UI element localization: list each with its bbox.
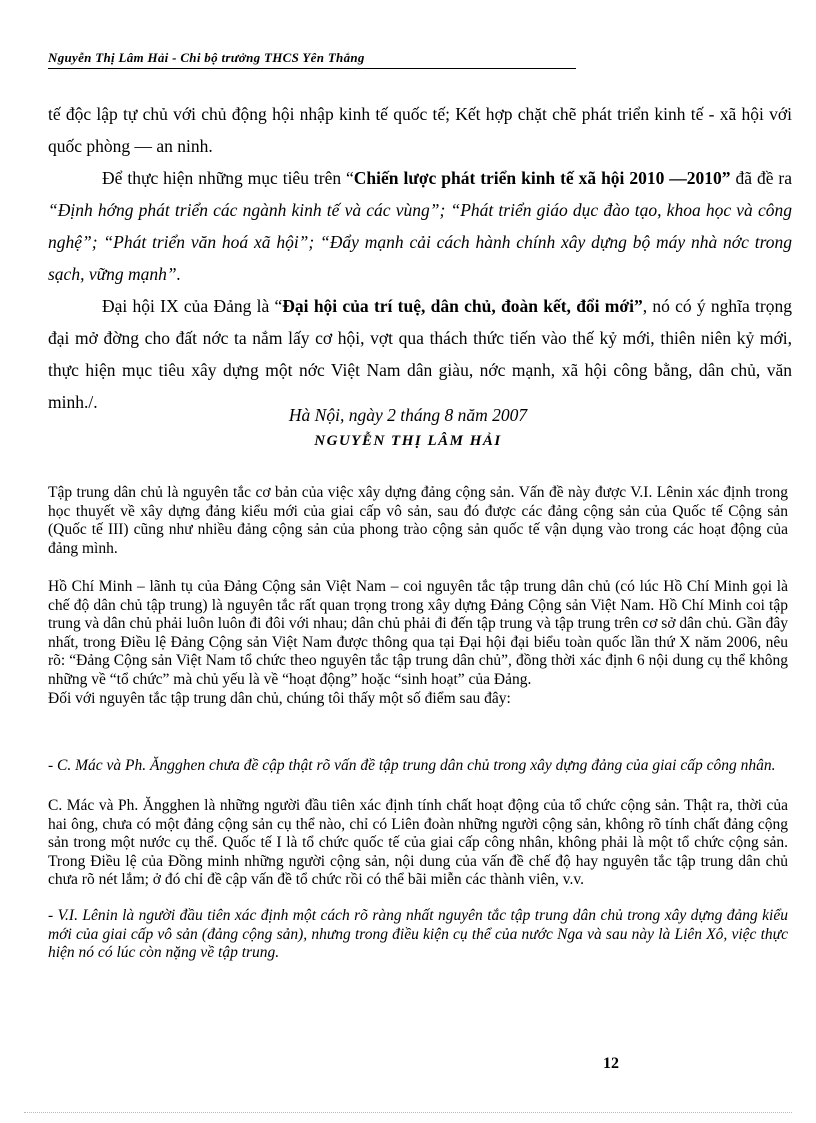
paragraph-marx-engels-detail: C. Mác và Ph. Ăngghen là những người đầu tiên xác định tính chất hoạt động của tổ chức cộng sản. Thật ra, thời của hai ông, chưa có một đảng cộng sản cụ thể nào, chỉ có Liên đoàn những người cộng sản, không rõ tính chất đảng cộng sản trong một nước cụ thể. Quốc tế I là tổ chức quốc tế của giai cấp công nhân, không phải là một tổ chức cộng sản. Trong Điều lệ của Đồng minh những người cộng sản, nội dung của vấn đề chế độ hay nguyên tắc tập trung dân chủ chưa rõ nét lắm; ở đó chỉ đề cập vấn đề tổ chức rồi có thể bãi miễn các thành viên, v.v. bbox=[48, 797, 788, 888]
point-lenin: - V.I. Lênin là người đầu tiên xác định một cách rõ ràng nhất nguyên tắc tập trung dân chủ trong xây dựng đảng kiểu mới của giai cấp vô sản (đảng cộng sản), nhưng trong điều kiện cụ thể của nước Nga và sau này là Liên Xô, việc thực hiện nó có lúc còn nặng về tập trung. bbox=[48, 907, 788, 961]
page-number: 12 bbox=[603, 1055, 619, 1072]
strategy-intro: Để thực hiện những mục tiêu trên “ bbox=[102, 168, 354, 188]
page-header: Nguyễn Thị Lâm Hải - Chi bộ trưởng THCS Yên Thắng bbox=[48, 50, 576, 69]
paragraph-continuation: tế độc lập tự chủ với chủ động hội nhập kinh tế quốc tế; Kết hợp chặt chẽ phát triển kinh tế - xã hội với quốc phòng — an ninh. bbox=[48, 104, 792, 156]
paragraph-points-intro: Đối với nguyên tắc tập trung dân chủ, chúng tôi thấy một số điểm sau đây: bbox=[48, 690, 511, 707]
congress-title: Đại hội của trí tuệ, dân chủ, đoàn kết, đổi mới” bbox=[282, 296, 643, 316]
strategy-directions: “Định hớng phát triển các ngành kinh tế và các vùng”; “Phát triển giáo dục đào tạo, khoa học và công nghệ”; “Phát triển văn hoá xã hội”; “Đẩy mạnh cải cách hành chính xây dựng bộ máy nhà nớc trong sạch, vững mạnh”. bbox=[48, 200, 792, 284]
congress-body: , nó có ý nghĩa trọng đại mở đờng cho đất nớc ta nắm lấy cơ hội, vợt qua thách thức tiến vào thế kỷ mới, thiên niên kỷ mới, thực hiện mục tiêu xây dựng một nớc Việt Nam dân giàu, nớc mạnh, xã hội công bằng, dân chủ, văn minh./. bbox=[48, 296, 793, 412]
footer-divider bbox=[24, 1112, 792, 1113]
point-marx-engels: - C. Mác và Ph. Ăngghen chưa đề cập thật rõ vấn đề tập trung dân chủ trong xây dựng đảng của giai cấp công nhân. bbox=[48, 757, 776, 774]
author-signature: NGUYỄN THỊ LÂM HẢI bbox=[314, 433, 502, 449]
paragraph-ho-chi-minh: Hồ Chí Minh – lãnh tụ của Đảng Cộng sản Việt Nam – coi nguyên tắc tập trung dân chủ (có lúc Hồ Chí Minh gọi là chế độ dân chủ tập trung) là nguyên tắc rất quan trọng trong xây dựng Đảng Cộng sản Việt Nam. Hồ Chí Minh coi tập trung và dân chủ phải luôn luôn đi đôi với nhau; dân chủ phải đi đến tập trung và tập trung trên cơ sở dân chủ. Gần đây nhất, trong Điều lệ Đảng Cộng sản Việt Nam được thông qua tại Đại hội đại biểu toàn quốc lần thứ X năm 2006, nêu rõ: “Đảng Cộng sản Việt Nam tổ chức theo nguyên tắc tập trung dân chủ”, đồng thời xác định 6 nội dung cụ thể không những về “tổ chức” mà chủ yếu là về “hoạt động” hoặc “sinh hoạt” của Đảng. bbox=[48, 578, 788, 688]
paragraph-strategy bbox=[48, 162, 792, 290]
paragraph-democratic-centralism: Tập trung dân chủ là nguyên tắc cơ bản của việc xây dựng đảng cộng sản. Vấn đề này được V.I. Lênin xác định trong học thuyết về xây dựng đảng kiểu mới của giai cấp vô sản, sau đó được các đảng cộng sản của Quốc tế Cộng sản (Quốc tế III) cũng như nhiều đảng cộng sản của phong trào cộng sản quốc tế vận dụng vào trong các hoạt động của đảng mình. bbox=[48, 484, 788, 557]
strategy-title: Chiến lược phát triển kinh tế xã hội 2010 —2010” bbox=[353, 168, 731, 188]
paragraph-congress bbox=[48, 290, 792, 418]
dateline: Hà Nội, ngày 2 tháng 8 năm 2007 bbox=[288, 405, 528, 425]
congress-intro: Đại hội IX của Đảng là “ bbox=[102, 296, 283, 316]
strategy-mid: đã đề ra bbox=[730, 168, 792, 188]
